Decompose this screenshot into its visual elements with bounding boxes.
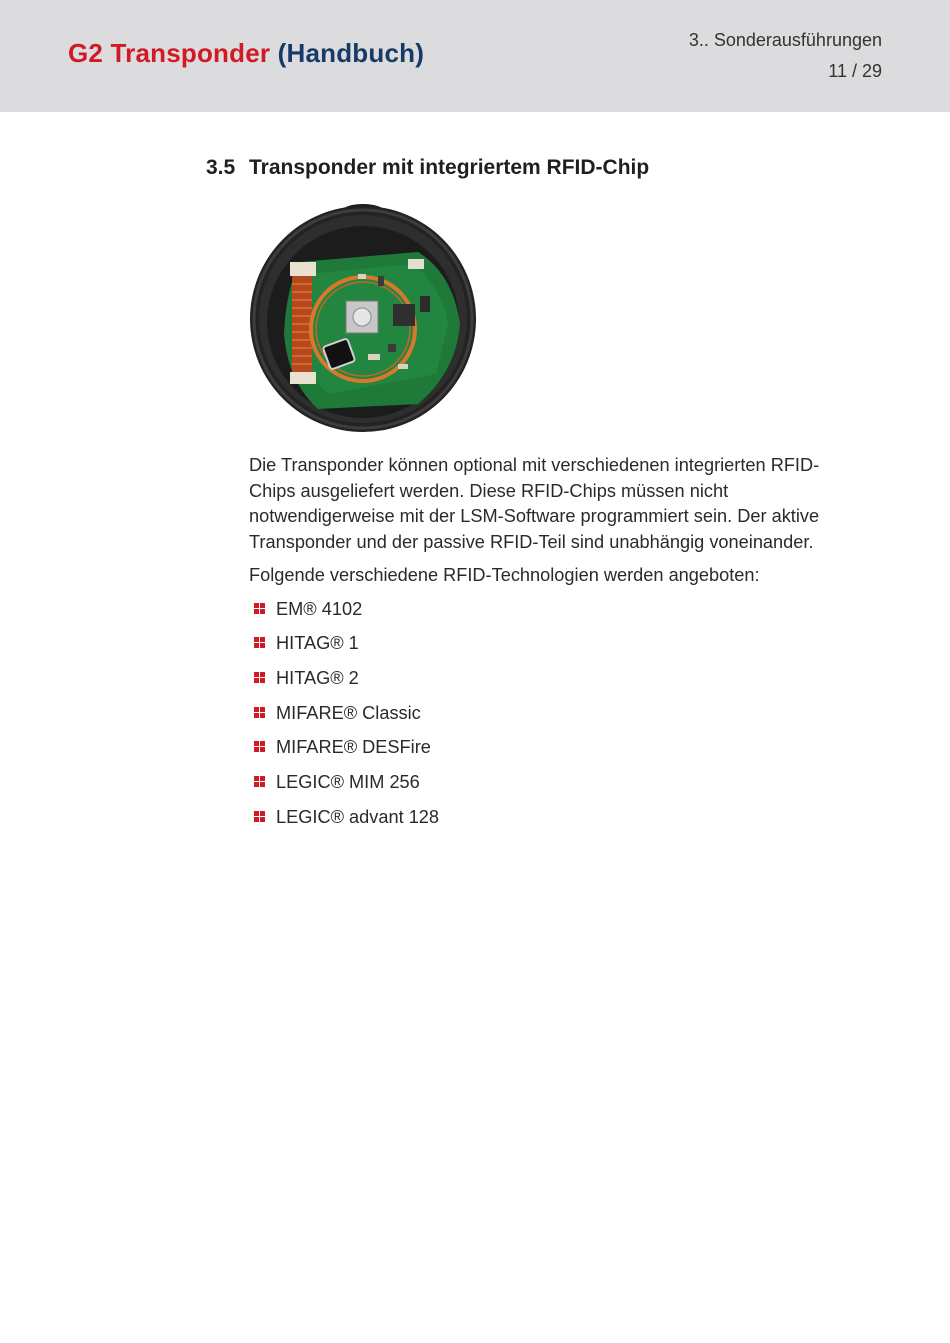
list-item xyxy=(249,805,859,840)
list-item-text: EM® 4102 xyxy=(276,598,363,619)
paragraph-intro: Die Transponder können optional mit verschiedenen integrierten RFID-Chips ausgeliefert werden. Diese RFID-Chips müssen nicht notwendigerweise mit der LSM-Software programmiert sein. Der aktive Transponder und der passive RFID-Teil sind unabhängig voneinander. xyxy=(249,455,820,552)
list-item xyxy=(249,597,859,632)
section-title: Transponder mit integriertem RFID-Chip xyxy=(249,156,650,179)
list-item-text: LEGIC® advant 128 xyxy=(276,806,440,827)
list-item-text: HITAG® 2 xyxy=(276,667,359,688)
bullet-squares-icon xyxy=(254,603,265,614)
paragraph-list-lead: Folgende verschiedene RFID-Technologien werden angeboten: xyxy=(249,565,760,585)
bullet-squares-icon xyxy=(254,776,265,787)
content-body xyxy=(249,453,859,839)
list-item xyxy=(249,701,859,736)
bullet-squares-icon xyxy=(254,637,265,648)
list-item xyxy=(249,666,859,701)
list-item-text: MIFARE® DESFire xyxy=(276,737,431,758)
section-heading xyxy=(206,156,649,180)
bullet-squares-icon xyxy=(254,672,265,683)
bullet-squares-icon xyxy=(254,707,265,718)
list-item xyxy=(249,770,859,805)
page-header xyxy=(0,0,950,112)
document-title-main: G2 Transponder xyxy=(68,38,271,68)
document-title-sub: (Handbuch) xyxy=(277,38,425,68)
chapter-label: 3.. Sonderausführungen xyxy=(688,30,882,50)
list-item-text: LEGIC® MIM 256 xyxy=(276,771,420,792)
list-item-text: HITAG® 1 xyxy=(276,633,359,654)
document-title xyxy=(68,38,424,69)
list-item xyxy=(249,735,859,770)
section-number: 3.5 xyxy=(206,156,236,179)
list-item-text: MIFARE® Classic xyxy=(276,702,421,723)
bullet-squares-icon xyxy=(254,741,265,752)
transponder-photo xyxy=(248,204,478,434)
bullet-squares-icon xyxy=(254,811,265,822)
page-number: 11 / 29 xyxy=(828,61,882,81)
list-item xyxy=(249,631,859,666)
rfid-technology-list xyxy=(249,597,859,840)
